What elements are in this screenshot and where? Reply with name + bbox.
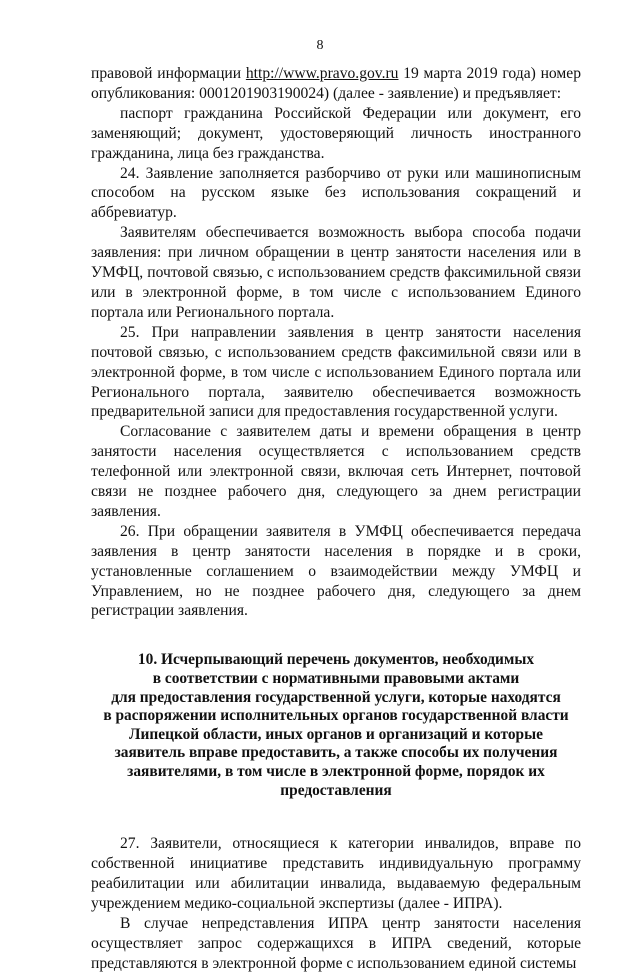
section-heading-line: в соответствии с нормативными правовыми актами xyxy=(152,669,520,687)
paragraph-ipra-request: В случае непредставления ИПРА центр занятости населения осуществляет запрос содержащихся в ИПРА сведений, которые представляются в электронной форме с использованием единой системы xyxy=(91,914,581,972)
paragraph-26: 26. При обращении заявителя в УМФЦ обеспечивается передача заявления в центр занятости населения в порядке и в сроки, установленные соглашением о взаимодействии между УМФЦ и Управлением, но не позднее рабочего дня, следующего за днем регистрации заявления. xyxy=(91,522,581,620)
section-heading-line: Липецкой области, иных органов и организаций и которые xyxy=(129,725,543,743)
paragraph-appointment-agreement: Согласование с заявителем даты и времени обращения в центр занятости населения осуществляется с использованием средств телефонной или электронной связи, включая сеть Интернет, почтовой связи не позднее рабочего дня, следующего за днем регистрации заявления. xyxy=(91,423,581,520)
section-heading-line: заявителями, в том числе в электронной форме, порядок их xyxy=(127,762,545,780)
section-heading-line: 10. Исчерпывающий перечень документов, необходимых xyxy=(137,651,535,669)
section-heading-line: заявитель вправе предоставить, а также способы их получения xyxy=(114,744,558,762)
page-number: 8 xyxy=(316,38,324,53)
section-10-heading xyxy=(91,651,581,800)
paragraph-24: 24. Заявление заполняется разборчиво от руки или машинописным способом на русском языке без использования сокращений и аббревиатур. xyxy=(91,164,581,222)
intro-paragraph xyxy=(91,64,581,104)
pravo-gov-link[interactable]: http://www.pravo.gov.ru xyxy=(245,65,399,82)
document-body xyxy=(91,64,581,973)
paragraph-27: 27. Заявители, относящиеся к категории инвалидов, вправе по собственной инициативе представить индивидуальную программу реабилитации или абилитации инвалида, выдаваемую федеральным учреждением медико-социальной экспертизы (далее - ИПРА). xyxy=(91,835,581,912)
paragraph-25: 25. При направлении заявления в центр занятости населения почтовой связью, с использованием средств факсимильной связи или в электронной форме, в том числе с использованием Единого портала или Регионального портала, заявителю обеспечивается возможность предварительной записи для предоставления государственной услуги. xyxy=(91,323,581,421)
paragraph-passport: паспорт гражданина Российской Федерации или документ, его заменяющий; документ, удостоверяющий личность иностранного гражданина, лица без гражданства. xyxy=(91,104,581,162)
section-heading-line: в распоряжении исполнительных органов государственной власти xyxy=(103,707,569,725)
section-heading-line: предоставления xyxy=(280,781,392,799)
paragraph-submission-methods: Заявителям обеспечивается возможность выбора способа подачи заявления: при личном обращении в центр занятости населения или в УМФЦ, почтовой связью, с использованием средств факсимильной связи или в электронной форме, в том числе с использованием Единого портала или Регионального портала. xyxy=(91,224,581,321)
intro-text-after-link: 19 марта 2019 года) номер опубликования: 0001201903190024) (далее - заявление) и предъявляет: xyxy=(91,65,581,102)
section-heading-line: для предоставления государственной услуги, которые находятся xyxy=(111,688,561,706)
intro-text-before-link: правовой информации xyxy=(91,65,246,82)
